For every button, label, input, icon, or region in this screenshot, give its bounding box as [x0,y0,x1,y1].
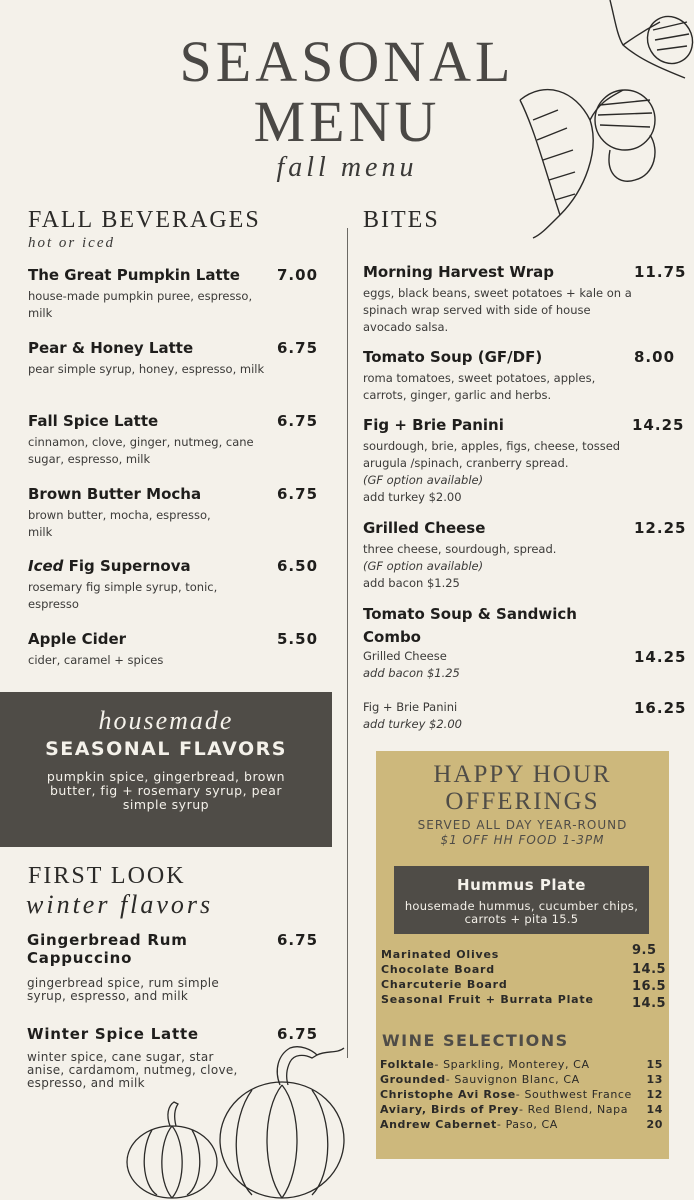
bite-item [363,519,687,592]
item-desc: rosemary fig simple syrup, tonic, espresso [28,580,218,611]
item-name [28,557,318,575]
item-price: 6.75 [277,1025,319,1043]
hh-item [381,993,667,1011]
bite-item [363,416,683,506]
item-addon: add turkey $2.00 [363,490,462,504]
item-name: The Great Pumpkin Latte [28,266,240,284]
item-name: Apple Cider [28,630,127,648]
beverage-item [28,557,318,613]
beverage-item [28,339,318,378]
menu-title-line1: SEASONAL [179,29,515,94]
hh-item-name: Seasonal Fruit + Burrata Plate [381,993,594,1006]
wine-price: 13 [646,1073,663,1086]
item-price: 11.75 [634,263,687,281]
wine-price: 15 [646,1058,663,1071]
hh-item-name: Charcuterie Board [381,978,508,991]
item-desc: eggs, black beans, sweet potatoes + kale on a spinach wrap served with side of house avocado salsa. [363,286,632,334]
hummus-desc: housemade hummus, cucumber chips, carrots + pita 15.5 [404,899,639,926]
item-desc: sourdough, brie, apples, figs, cheese, tossed arugula /spinach, cranberry spread. [363,439,621,470]
wine-price: 20 [646,1118,663,1131]
hummus-title: Hummus Plate [457,876,586,894]
menu-title-line2: MENU [253,89,441,154]
happy-hour-title-line1: HAPPY HOUR [433,761,612,788]
wine-price: 14 [646,1103,663,1116]
happy-hour-sub2: $1 OFF HH FOOD 1-3PM [440,833,605,847]
item-desc: brown butter, mocha, espresso, milk [28,508,211,539]
winter-item [27,931,327,1003]
combo-option-name: Grilled Cheese [363,649,447,663]
item-name: Brown Butter Mocha [28,485,202,503]
hh-item-name: Marinated Olives [381,948,500,961]
hh-item-price: 16.5 [632,979,667,994]
combo-option-price: 14.25 [634,648,687,666]
wine-desc: - Paso, CA [496,1118,558,1131]
item-name: Gingerbread Rum Cappuccino [27,931,188,967]
item-name: Tomato Soup (GF/DF) [363,348,543,366]
item-price: 6.75 [277,931,319,949]
combo-option-addon: add bacon $1.25 [363,666,460,680]
flavors-title: SEASONAL FLAVORS [45,738,287,760]
combo-item [363,603,683,649]
item-name: Fig + Brie Panini [363,416,504,434]
wine-item [380,1073,666,1086]
flavors-script-heading: housemade [98,706,234,735]
happy-hour-panel [376,751,669,1159]
item-note: (GF option available) [363,559,484,573]
beverage-item [28,266,318,322]
combo-name: Tomato Soup & Sandwich Combo [363,605,577,646]
first-look-heading: FIRST LOOK [28,863,186,889]
menu-subtitle: fall menu [276,152,418,183]
hh-item [381,943,661,961]
combo-option-name: Fig + Brie Panini [363,700,458,714]
wine-desc: - Sauvignon Blanc, CA [445,1073,580,1086]
wine-price: 12 [646,1088,663,1101]
fall-beverages-subheading: hot or iced [28,235,115,251]
fall-beverages-heading: FALL BEVERAGES [28,207,261,233]
wine-desc: - Red Blend, Napa [518,1103,629,1116]
wine-heading: WINE SELECTIONS [382,1031,569,1050]
wine-name: Christophe Avi Rose [380,1088,516,1101]
item-price: 6.75 [277,339,319,357]
happy-hour-title [376,761,669,815]
wine-item [380,1058,666,1071]
wine-item [380,1103,666,1116]
column-divider [347,228,348,1058]
acorn-illustration [505,0,694,240]
item-note: (GF option available) [363,473,484,487]
item-desc: gingerbread spice, rum simple syrup, espresso, and milk [27,976,220,1003]
item-price: 12.25 [634,519,687,537]
item-price: 7.00 [277,266,319,284]
item-name: Fall Spice Latte [28,412,159,430]
bite-item [363,263,687,336]
wine-item [380,1088,666,1101]
item-name-italic: Iced [28,557,64,575]
item-desc: cider, caramel + spices [28,653,164,667]
item-name: Pear & Honey Latte [28,339,194,357]
seasonal-flavors-panel [0,692,332,847]
item-price: 6.75 [277,485,319,503]
flavors-desc: pumpkin spice, gingerbread, brown butter, fig + rosemary syrup, pear simple syrup [46,769,286,812]
bites-heading: BITES [363,207,440,233]
item-name-rest: Fig Supernova [63,557,191,575]
item-price: 5.50 [277,630,319,648]
item-name: Morning Harvest Wrap [363,263,554,281]
combo-option [363,648,687,682]
beverage-item [28,412,318,468]
item-addon: add bacon $1.25 [363,576,460,590]
item-price: 6.75 [277,412,319,430]
combo-option [363,699,687,733]
item-name: Grilled Cheese [363,519,486,537]
pumpkin-illustration [122,1040,362,1200]
wine-name: Grounded [380,1073,446,1086]
hh-item [381,962,667,977]
beverage-item [28,630,318,669]
beverage-item [28,485,318,541]
item-desc: pear simple syrup, honey, espresso, milk [28,362,265,376]
wine-name: Aviary, Birds of Prey [380,1103,519,1116]
hh-item-price: 9.5 [632,943,657,958]
hh-item-price: 14.5 [632,962,667,977]
hh-item-name: Chocolate Board [381,963,495,976]
item-price: 8.00 [634,348,676,366]
wine-item [380,1118,666,1131]
wine-desc: - Sparkling, Monterey, CA [434,1058,590,1071]
combo-option-addon: add turkey $2.00 [363,717,462,731]
item-price: 14.25 [632,416,685,434]
item-desc: three cheese, sourdough, spread. [363,542,557,556]
item-name: Winter Spice Latte [27,1025,199,1043]
wine-name: Folktale [380,1058,435,1071]
bite-item [363,348,683,404]
wine-name: Andrew Cabernet [380,1118,497,1131]
hh-item-price: 14.5 [632,996,667,1011]
item-price: 6.50 [277,557,319,575]
wine-desc: - Southwest France [515,1088,632,1101]
item-desc: house-made pumpkin puree, espresso, milk [28,289,253,320]
happy-hour-title-line2: OFFERINGS [445,788,600,815]
item-desc: winter spice, cane sugar, star anise, cardamom, nutmeg, clove, espresso, and milk [27,1050,238,1090]
hummus-feature [394,866,649,934]
combo-option-price: 16.25 [634,699,687,717]
happy-hour-sub1: SERVED ALL DAY YEAR-ROUND [417,818,628,832]
first-look-subheading: winter flavors [26,890,214,919]
item-desc: roma tomatoes, sweet potatoes, apples, carrots, ginger, garlic and herbs. [363,371,596,402]
item-desc: cinnamon, clove, ginger, nutmeg, cane sugar, espresso, milk [28,435,254,466]
hh-item [381,978,667,994]
